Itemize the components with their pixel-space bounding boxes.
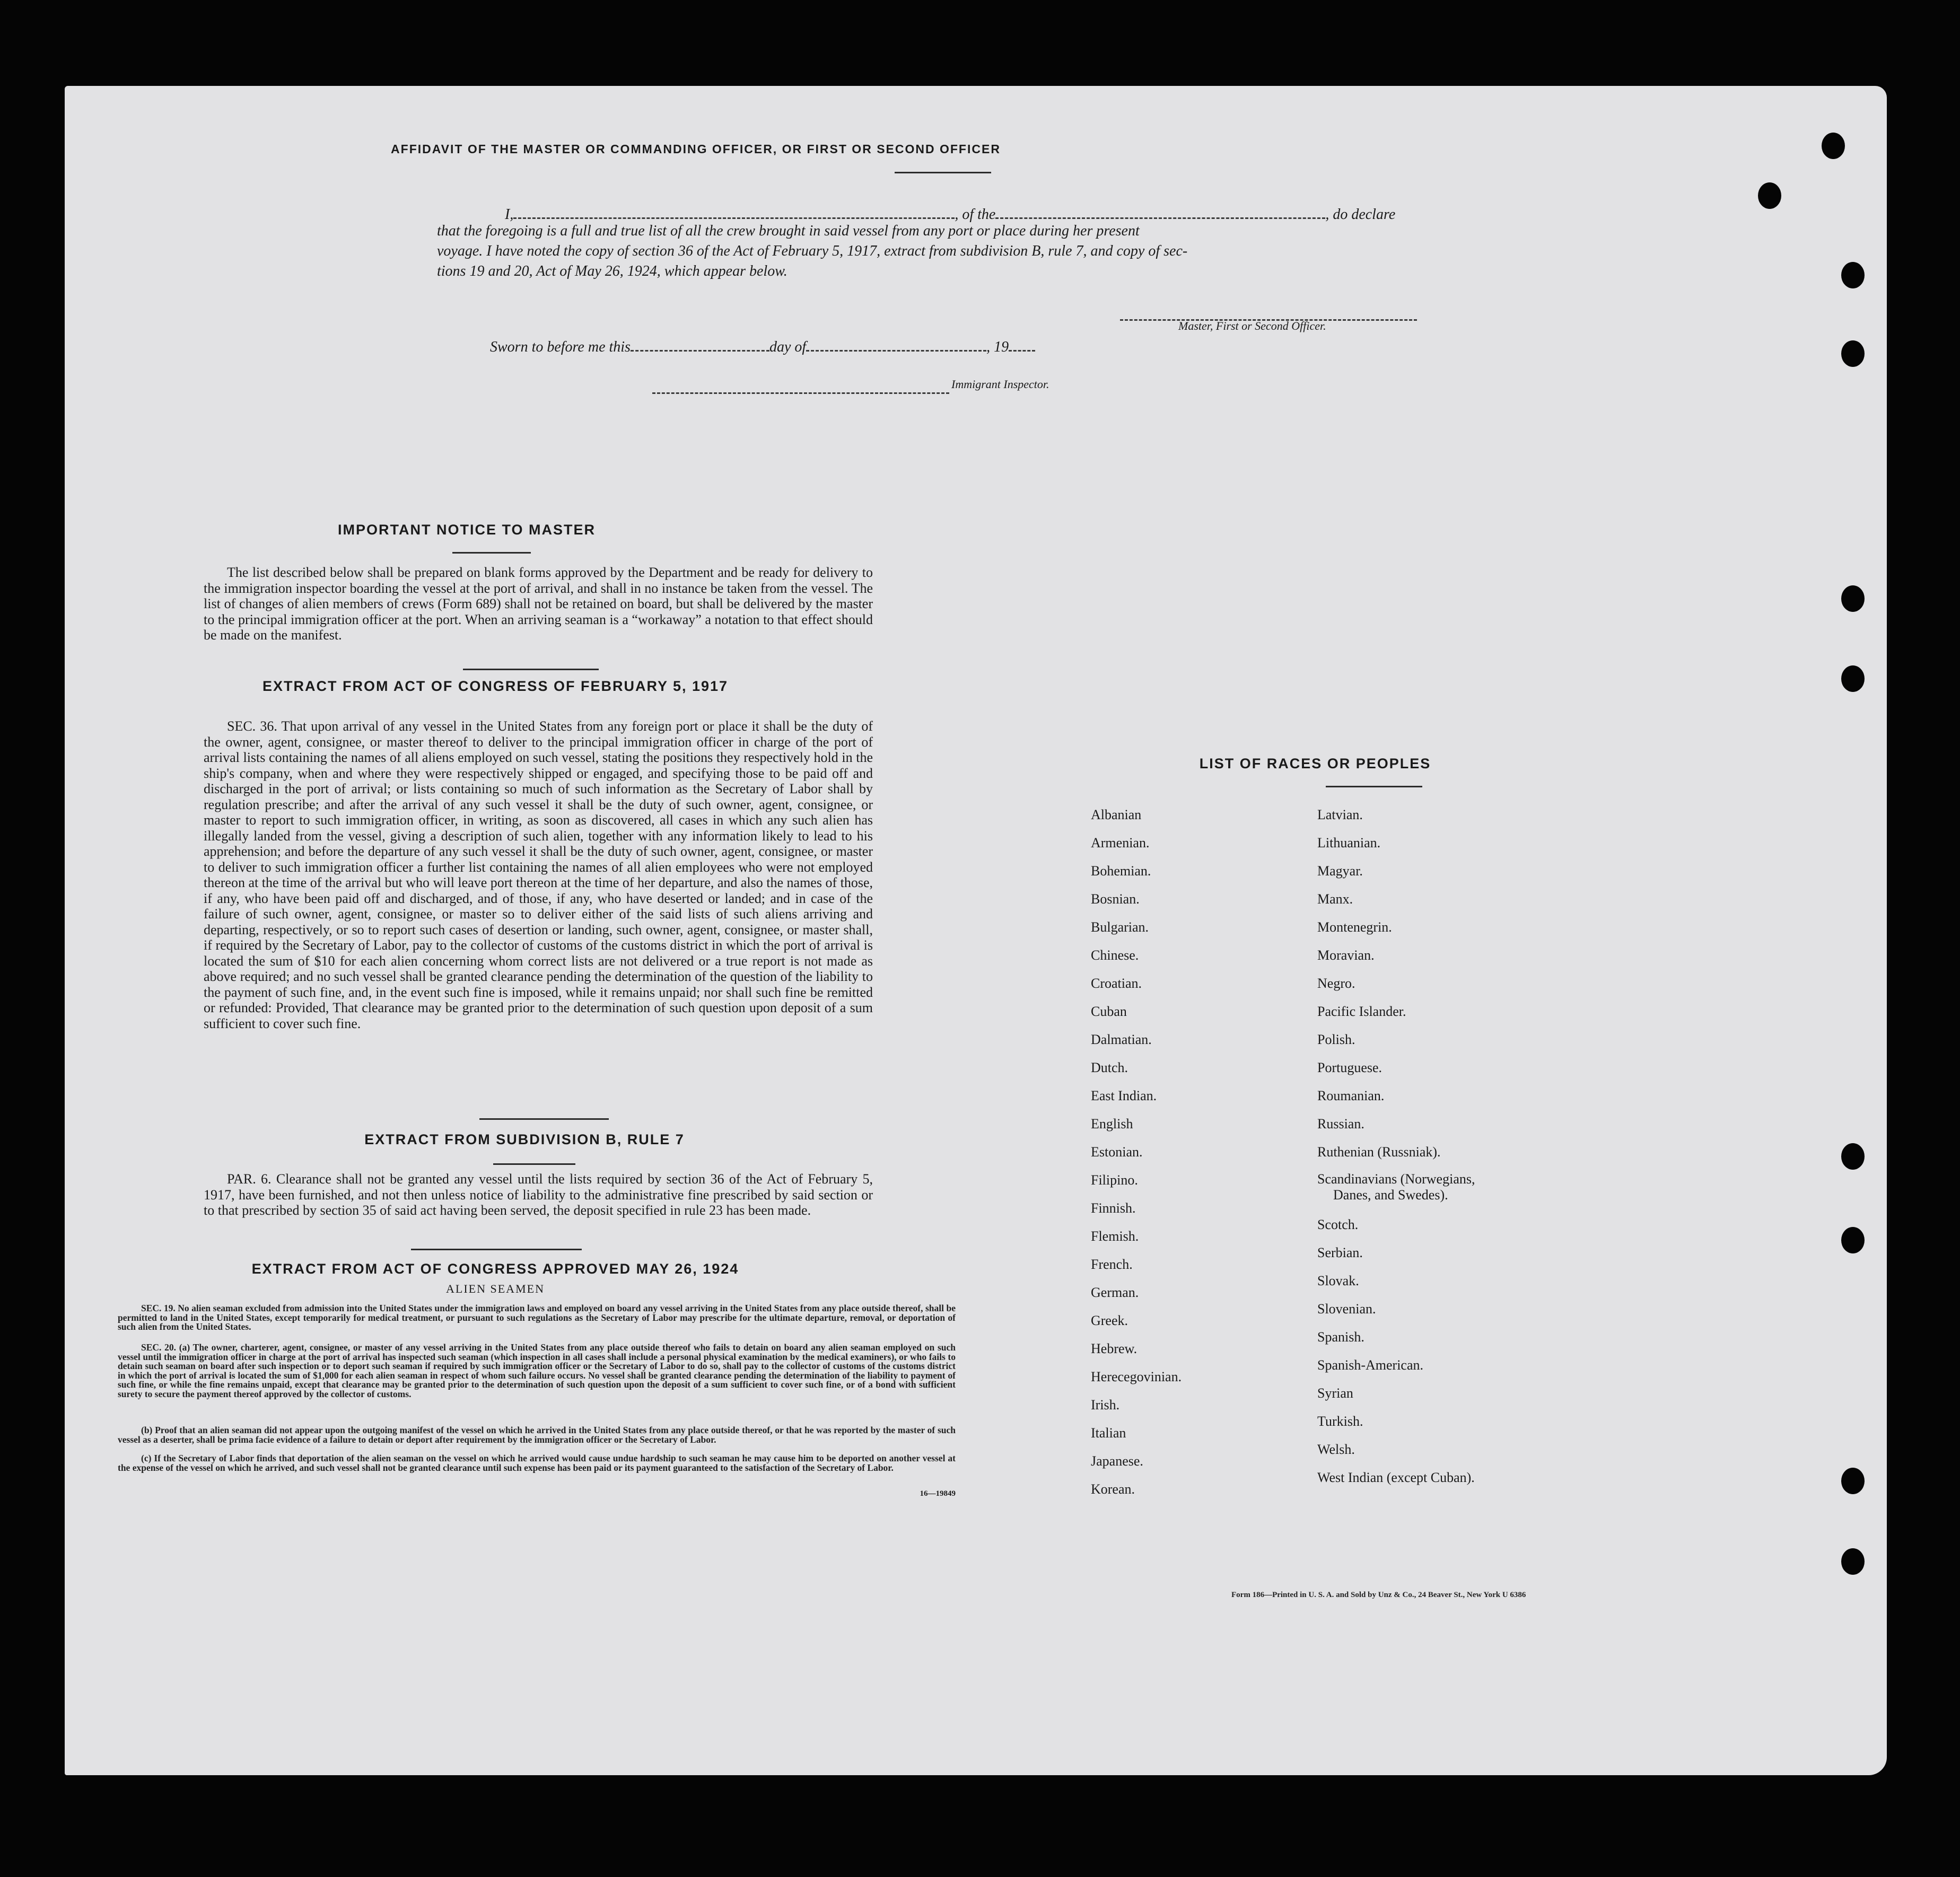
extract1924-sec20a: SEC. 20. (a) The owner, charterer, agent, consignee, or master of any vessel arriving in the United States from any place outside thereof who fails to detain on board any alien seaman employed on such vessel until the immigration officer in charge at the port of arrival has inspected such seaman (which inspection in all cases shall include a personal physical examination by the medical examiners), or who fails to detain such seaman on board after such inspection or to deport such seaman if required by such immigration officer or the Secretary of Labor to do so, shall pay to the collector of customs of the customs district in which the port of arrival is located the sum of $1,000 for each alien seaman in respect of whom such failure occurs. No vessel shall be granted clearance pending the determination of the liability to payment of such fine, or while the fine remains unpaid, except that clearance may be granted prior to the determination of such question upon the deposit of a sum sufficient to cover such fine, or of a bond with sufficient surety to secure the payment thereof approved by the collector of customs. — [118, 1342, 956, 1399]
race-item: Magyar. — [1317, 863, 1363, 879]
race-item: Slovak. — [1317, 1273, 1359, 1288]
master-signature-blank[interactable] — [1120, 303, 1417, 321]
race-item: Portuguese. — [1317, 1060, 1382, 1075]
sworn-day-blank[interactable] — [631, 334, 769, 352]
vessel-blank[interactable] — [995, 201, 1325, 219]
name-blank[interactable] — [513, 201, 955, 219]
form-page — [65, 86, 1887, 1775]
race-item: Negro. — [1317, 976, 1355, 991]
race-item: Irish. — [1091, 1397, 1120, 1413]
affidavit-i: I, — [505, 206, 514, 223]
sworn-year-blank[interactable] — [1009, 334, 1035, 352]
race-item: Albanian — [1091, 807, 1142, 822]
races-left-column — [1091, 801, 1182, 1503]
race-item: Italian — [1091, 1425, 1126, 1441]
inspector-label: Immigrant Inspector. — [951, 378, 1049, 391]
race-item: Turkish. — [1317, 1414, 1363, 1429]
rule7-title-rule — [493, 1163, 575, 1165]
race-item: Spanish. — [1317, 1329, 1364, 1345]
race-item: Herecegovinian. — [1091, 1369, 1182, 1384]
race-item: Cuban — [1091, 1004, 1127, 1019]
notice-title-rule — [452, 552, 531, 554]
extract1924-sec20b: (b) Proof that an alien seaman did not appear upon the outgoing manifest of the vessel on which he arrived in the United States from any place outside thereof, or that he was reported by the master of such vessel as a deserter, shall be prima facie evidence of a failure to detain or deport after requirement by the immigration officer or the Secretary of Labor. — [118, 1425, 956, 1445]
sworn-text: Sworn to before me this — [490, 339, 631, 355]
race-item: Roumanian. — [1317, 1088, 1385, 1103]
sworn-year-prefix: , 19 — [986, 339, 1009, 355]
race-item: Dutch. — [1091, 1060, 1128, 1075]
extract1917-body: SEC. 36. That upon arrival of any vessel in the United States from any foreign port or place it shall be the duty of the owner, agent, consignee, or master thereof to deliver to the principal immigration officer in charge of the port of arrival lists containing the names of all aliens employed on such vessel, stating the positions they respectively hold in the ship's company, when and where they were respectively shipped or engaged, and specifying those to be paid off and discharged in the port of arrival; or lists containing so much of such information as the Secretary of Labor shall by regulation prescribe; and after the arrival of any such vessel it shall be the duty of such owner, agent, consignee, or master to report to such immigration officer, in writing, as soon as discovered, all cases in which any such alien has illegally landed from the vessel, giving a description of such alien, together with any information likely to lead to his apprehension; and before the departure of any such vessel it shall be the duty of such owner, agent, consignee, or master to deliver to such immigration officer a further list containing the names of all alien employees who were not employed thereon at the time of the arrival but who will leave port thereon at the time of her departure, and also the names of those, if any, who have been paid off and discharged, and of those, if any, who have deserted or landed; and in case of the failure of such owner, agent, consignee, or master so to deliver either of the said lists of such aliens arriving and departing, respectively, or so to report such cases of desertion or landing, such owner, agent, consignee, or master shall, if required by the Secretary of Labor, pay to the collector of customs of the customs district in which the port of arrival is located the sum of $10 for each alien concerning whom correct lists are not delivered or a true report is not made as above required; and no such vessel shall be granted clearance pending the determination of the question of the liability to the payment of such fine, and, in the event such fine is imposed, while it remains unpaid; nor shall such fine be remitted or refunded: Provided, That clearance may be granted prior to the determination of such question upon deposit of a sum sufficient to cover such fine. — [204, 718, 873, 1031]
race-item: English — [1091, 1116, 1133, 1132]
race-item: Bohemian. — [1091, 863, 1151, 879]
punch-hole — [1841, 665, 1865, 692]
inspector-signature-blank[interactable] — [652, 376, 949, 394]
race-item: Russian. — [1317, 1116, 1364, 1132]
races-title-rule — [1326, 786, 1422, 787]
race-item: Danes, and Swedes). — [1333, 1187, 1448, 1203]
punch-hole — [1822, 133, 1845, 159]
race-item: Bosnian. — [1091, 891, 1140, 907]
race-item: Bulgarian. — [1091, 919, 1149, 935]
race-item: Greek. — [1091, 1313, 1128, 1328]
race-item: Korean. — [1091, 1481, 1135, 1497]
race-item: Armenian. — [1091, 835, 1150, 850]
rule7-body: PAR. 6. Clearance shall not be granted any vessel until the lists required by section 36 of the Act of February 5, 1917, have been furnished, and not then unless notice of liability to the administrative fine prescribed by said section or to that prescribed by section 35 of said act having been served, the deposit specified in rule 23 has been made. — [204, 1171, 873, 1218]
affidavit-line2: that the foregoing is a full and true list of all the crew brought in said vessel from any port or place during her present — [437, 223, 1140, 239]
punch-hole — [1841, 340, 1865, 367]
race-item: Pacific Islander. — [1317, 1004, 1406, 1019]
affidavit-title: AFFIDAVIT OF THE MASTER OR COMMANDING OFFICER, OR FIRST OR SECOND OFFICER — [391, 142, 1001, 156]
punch-hole — [1841, 262, 1865, 288]
race-item: Montenegrin. — [1317, 919, 1392, 935]
race-item: East Indian. — [1091, 1088, 1157, 1103]
sworn-line — [490, 334, 1035, 356]
notice-title: IMPORTANT NOTICE TO MASTER — [338, 522, 596, 538]
sworn-day-of: day of — [769, 339, 807, 355]
race-item: Finnish. — [1091, 1200, 1136, 1216]
race-item: Ruthenian (Russniak). — [1317, 1144, 1441, 1160]
form-footer: Form 186—Printed in U. S. A. and Sold by Unz & Co., 24 Beaver St., New York U 6386 — [1231, 1591, 1526, 1599]
punch-hole — [1841, 1468, 1865, 1494]
notice-end-rule — [463, 669, 599, 670]
punch-hole — [1841, 1143, 1865, 1170]
race-item: Moravian. — [1317, 948, 1375, 963]
race-item: Chinese. — [1091, 948, 1139, 963]
races-right-column — [1317, 801, 1475, 1492]
race-item: Lithuanian. — [1317, 835, 1381, 850]
race-item: Dalmatian. — [1091, 1032, 1152, 1047]
race-item: German. — [1091, 1285, 1139, 1300]
punch-hole — [1841, 1548, 1865, 1575]
rule7-end-rule — [411, 1249, 582, 1250]
race-item: Flemish. — [1091, 1229, 1139, 1244]
races-title: LIST OF RACES OR PEOPLES — [1199, 756, 1431, 771]
rule7-title: EXTRACT FROM SUBDIVISION B, RULE 7 — [364, 1132, 685, 1147]
race-item: French. — [1091, 1257, 1133, 1272]
race-item: Serbian. — [1317, 1245, 1363, 1260]
extract1917-end-rule — [479, 1118, 609, 1120]
sworn-month-blank[interactable] — [806, 334, 986, 352]
extract1924-title: EXTRACT FROM ACT OF CONGRESS APPROVED MAY 26, 1924 — [251, 1261, 739, 1277]
race-item: Spanish-American. — [1317, 1357, 1424, 1373]
race-item: Slovenian. — [1317, 1301, 1376, 1317]
punch-hole — [1758, 182, 1781, 209]
race-item: Manx. — [1317, 891, 1353, 907]
race-item: Polish. — [1317, 1032, 1355, 1047]
affidavit-line4: tions 19 and 20, Act of May 26, 1924, which appear below. — [437, 263, 788, 279]
punch-hole — [1841, 585, 1865, 612]
race-item: Scandinavians (Norwegians, — [1317, 1171, 1475, 1187]
extract1924-sec20c: (c) If the Secretary of Labor finds that deportation of the alien seaman on the vessel on which he arrived would cause undue hardship to such seaman he may cause him to be deported on another vessel at the expense of the vessel on which he arrived, and such vessel shall not be granted clearance until such expense has been paid or its payment guaranteed to the satisfaction of the Secretary of Labor. — [118, 1453, 956, 1473]
race-item: Latvian. — [1317, 807, 1363, 822]
affidavit-title-rule — [895, 172, 991, 173]
affidavit-line3: voyage. I have noted the copy of section 36 of the Act of February 5, 1917, extract from subdivision B, rule 7, and copy of sec- — [437, 243, 1188, 259]
extract1924-sec19: SEC. 19. No alien seaman excluded from admission into the United States under the immigration laws and employed on board any vessel arriving in the United States from any place outside thereof, shall be permitted to land in the United States, except temporarily for medical treatment, or pursuant to such regulations as the Secretary of Labor may prescribe for the ultimate departure, removal, or deportation of such alien from the United States. — [118, 1303, 956, 1332]
race-item: West Indian (except Cuban). — [1317, 1470, 1475, 1485]
affidavit-line1 — [505, 201, 1519, 223]
race-item: Scotch. — [1317, 1217, 1359, 1232]
race-item: Syrian — [1317, 1385, 1353, 1401]
affidavit-of-the: , of the — [955, 206, 996, 223]
master-signature-label: Master, First or Second Officer. — [1178, 319, 1326, 332]
race-item: Filipino. — [1091, 1172, 1138, 1188]
race-item: Croatian. — [1091, 976, 1142, 991]
notice-body: The list described below shall be prepared on blank forms approved by the Department and be ready for delivery to the immigration inspector boarding the vessel at the port of arrival, and shall in no instance be taken from the vessel. The list of changes of alien members of crews (Form 689) shall not be retained on board, but shall be delivered by the master to the principal immigration officer at the port. When an arriving seaman is a “workaway” a notation to that effect should be made on the manifest. — [204, 565, 873, 643]
punch-hole — [1841, 1227, 1865, 1253]
extract1917-title: EXTRACT FROM ACT OF CONGRESS OF FEBRUARY 5, 1917 — [262, 678, 729, 694]
extract1924-code: 16—19849 — [920, 1489, 956, 1498]
race-item: Hebrew. — [1091, 1341, 1138, 1356]
race-item: Estonian. — [1091, 1144, 1143, 1160]
race-item: Welsh. — [1317, 1442, 1355, 1457]
race-item: Japanese. — [1091, 1453, 1143, 1469]
affidavit-do-declare: , do declare — [1325, 206, 1396, 223]
extract1924-subtitle: ALIEN SEAMEN — [446, 1282, 545, 1295]
